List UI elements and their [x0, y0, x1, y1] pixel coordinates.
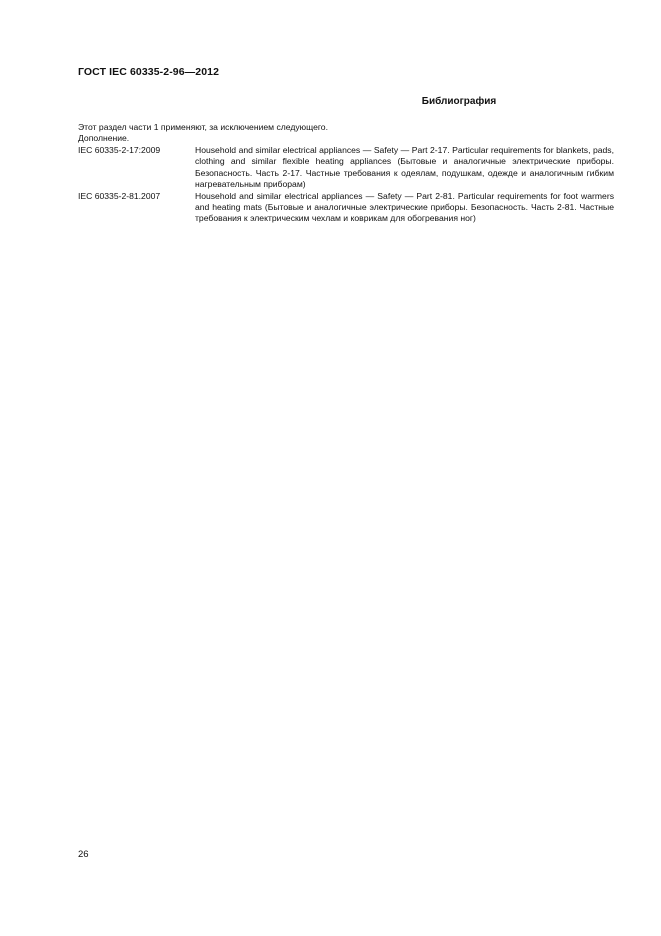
section-title: Библиография — [421, 96, 497, 107]
intro-text — [78, 122, 328, 145]
bibliography-code: IEC 60335-2-17:2009 — [78, 145, 161, 155]
bibliography-code: IEC 60335-2-81.2007 — [78, 190, 161, 201]
bibliography-description: Household and similar electrical appliances — Safety — Part 2-17. Particular requirements for blankets, pads, clothing and similar flexible heating appliances (Бытовые и аналогичные электрические приборы. Безопасность. Часть 2-17. Частные требования к одеялам, подушкам, одежде и аналогичным гибким нагревательным приборам) — [195, 145, 614, 190]
intro-line-2: Дополнение. — [78, 133, 130, 144]
bibliography-entry — [78, 191, 614, 225]
intro-line-1: Этот раздел части 1 применяют, за исключением следующего. — [78, 122, 328, 132]
standard-header: ГОСТ IEC 60335-2-96—2012 — [78, 66, 220, 78]
bibliography-list — [78, 145, 614, 225]
bibliography-description: Household and similar electrical appliances — Safety — Part 2-81. Particular requirements for foot warmers and heating mats (Бытовые и аналогичные электрические приборы. Безопасность. Часть 2-81. Частные требования к электрическим чехлам и коврикам для обогревания ног) — [195, 190, 614, 224]
page-number: 26 — [78, 849, 89, 860]
bibliography-entry — [78, 145, 614, 191]
section-title-container — [78, 96, 614, 107]
